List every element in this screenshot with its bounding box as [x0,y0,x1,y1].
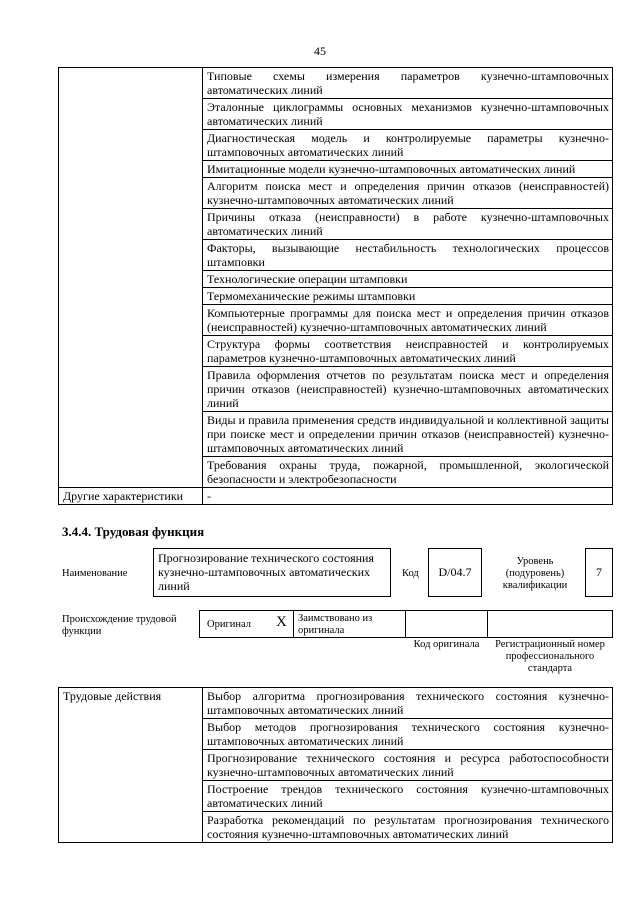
table-cell: Выбор методов прогнозирования технического состояния кузнечно-штамповочных автоматических линий [203,719,613,750]
table-cell: Диагностическая модель и контролируемые параметры кузнечно-штамповочных автоматических линий [203,130,613,161]
table-cell: Имитационные модели кузнечно-штамповочных автоматических линий [203,161,613,178]
level-label: Уровень (подуровень) квалификации [502,556,568,591]
other-characteristics-value: - [203,488,613,505]
reg-number-caption: Регистрационный номер профессионального стандарта [495,639,605,674]
reg-number-box [487,610,613,638]
name-value-box: Прогнозирование технического состояния кузнечно-штамповочных автоматических линий [153,548,391,597]
code-label: Код [402,568,419,579]
table-cell: Правила оформления отчетов по результатам поиска мест и определения причин отказов (неисправностей) кузнечно-штамповочных автоматических линий [203,367,613,412]
page-number: 45 [314,44,326,58]
table-row [59,68,613,99]
origin-label: Происхождение трудовой функции [62,614,177,637]
actions-table [58,687,613,843]
code-original-caption: Код оригинала [413,639,480,650]
table-cell: Прогнозирование технического состояния и ресурса работоспособности кузнечно-штамповочных автоматических линий [203,750,613,781]
table-row [59,688,613,719]
original-label: Оригинал [207,619,251,630]
table-cell: Технологические операции штамповки [203,271,613,288]
code-value-box: D/04.7 [428,548,482,597]
original-box [199,610,294,638]
name-label: Наименование [62,568,128,579]
actions-label: Трудовые действия [59,688,203,843]
table-cell: Построение трендов технического состояния кузнечно-штамповочных автоматических линий [203,781,613,812]
level-value-box: 7 [585,548,613,597]
knowledge-table [58,67,613,505]
borrowed-label: Заимствовано из оригинала [298,613,373,636]
table-cell: Факторы, вызывающие нестабильность технологических процессов штамповки [203,240,613,271]
code-original-box [405,610,488,638]
table-cell: Требования охраны труда, пожарной, промышленной, экологической безопасности и электробезопасности [203,457,613,488]
table-cell: Термомеханические режимы штамповки [203,288,613,305]
table-cell: Типовые схемы измерения параметров кузнечно-штамповочных автоматических линий [203,68,613,99]
table-cell: Причины отказа (неисправности) в работе кузнечно-штамповочных автоматических линий [203,209,613,240]
table-cell: Алгоритм поиска мест и определения причин отказов (неисправностей) кузнечно-штамповочных автоматических линий [203,178,613,209]
section-title: 3.4.4. Трудовая функция [62,524,205,539]
borrowed-box [293,610,406,638]
table-cell: Компьютерные программы для поиска мест и определения причин отказов (неисправностей) кузнечно-штамповочных автоматических линий [203,305,613,336]
table-row [59,488,613,505]
table-cell: Разработка рекомендаций по результатам прогнозирования технического состояния кузнечно-штамповочных автоматических линий [203,812,613,843]
row-label-cell [59,68,203,488]
other-characteristics-label: Другие характеристики [59,488,203,505]
table-cell: Виды и правила применения средств индивидуальной и коллективной защиты при поиске мест и определении причин отказов (неисправностей) кузнечно-штамповочных автоматических линий [203,412,613,457]
table-cell: Выбор алгоритма прогнозирования технического состояния кузнечно-штамповочных автоматических линий [203,688,613,719]
original-mark: X [276,614,287,630]
table-cell: Эталонные циклограммы основных механизмов кузнечно-штамповочных автоматических линий [203,99,613,130]
table-cell: Структура формы соответствия неисправностей и контролируемых параметров кузнечно-штамповочных автоматических линий [203,336,613,367]
